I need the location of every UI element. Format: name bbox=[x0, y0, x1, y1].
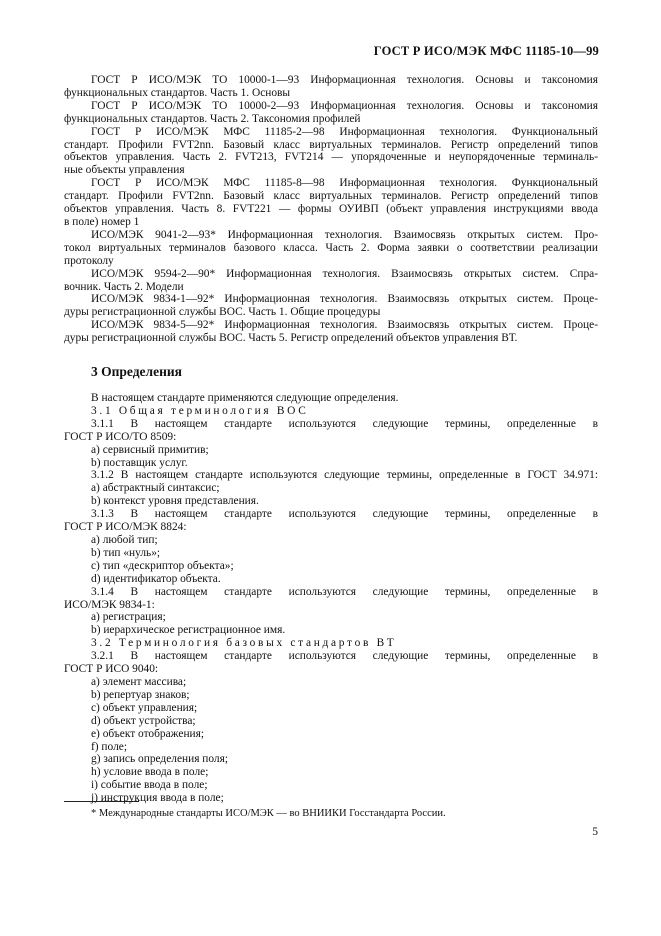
text-line: 3.1.3 В настоящем стандарте используются следующие термины, определенные в bbox=[91, 508, 598, 521]
text-line: 3.2.1 В настоящем стандарте используются следующие термины, определенные в bbox=[91, 650, 598, 663]
text-line: ИСО/МЭК 9834-5—92* Информационная технология. Взаимосвязь открытых систем. Проце- bbox=[91, 319, 598, 332]
footnote-divider bbox=[64, 801, 139, 802]
text-line: ГОСТ Р ИСО/МЭК ТО 10000-1—93 Информационная технология. Основы и таксономия bbox=[91, 74, 598, 86]
text-line: a) регистрация; bbox=[91, 611, 166, 624]
page-number: 5 bbox=[592, 826, 598, 838]
text-line: ИСО/МЭК 9834-1: bbox=[64, 598, 155, 611]
text-line: 3.1.2 В настоящем стандарте используются следующие термины, определенные в ГОСТ 34.971: bbox=[91, 469, 598, 482]
text-line: протоколу bbox=[64, 254, 114, 267]
text-line: a) абстрактный синтаксис; bbox=[91, 482, 220, 495]
text-line: 3.1.4 В настоящем стандарте используются следующие термины, определенные в bbox=[91, 585, 598, 598]
text-line: a) элемент массива; bbox=[91, 675, 187, 688]
text-line: объектов управления. Часть 8. FVT221 — формы ОУИВП (объект управления инструкциями ввода bbox=[64, 203, 598, 216]
text-line: a) сервисный примитив; bbox=[91, 443, 209, 456]
text-line: a) любой тип; bbox=[91, 534, 158, 546]
text-line: функциональных стандартов. Часть 2. Таксономия профилей bbox=[64, 112, 361, 125]
text-line: g) запись определения поля; bbox=[91, 753, 229, 766]
text-line: дуры регистрационной службы ВОС. Часть 5. Регистр определений объектов управления ВТ. bbox=[64, 332, 518, 345]
text-line: ГОСТ Р ИСО/МЭК МФС 11185-8—98 Информационная технология. Функциональный bbox=[91, 177, 598, 190]
text-line: b) тип «нуль»; bbox=[91, 546, 161, 559]
text-line: дуры регистрационной службы ВОС. Часть 1. Общие процедуры bbox=[64, 306, 381, 319]
text-line: ИСО/МЭК 9594-2—90* Информационная технология. Взаимосвязь открытых систем. Спра- bbox=[91, 267, 598, 280]
text-line: ГОСТ Р ИСО 9040: bbox=[64, 663, 159, 676]
text-line: j) инструкция ввода в поле; bbox=[91, 792, 224, 805]
section-heading: 3 Определения bbox=[91, 364, 182, 380]
text-line: вочник. Часть 2. Модели bbox=[64, 280, 184, 293]
text-line: c) тип «дескриптор объекта»; bbox=[91, 559, 234, 572]
text-line: В настоящем стандарте применяются следующие определения. bbox=[91, 392, 399, 405]
text-line: токол виртуальных терминалов базового класса. Часть 2. Форма заявки о соответствии реализации bbox=[64, 241, 598, 254]
text-line: e) объект отображения; bbox=[91, 727, 205, 740]
text-line: 3.2 Терминология базовых стандартов ВТ bbox=[91, 637, 397, 650]
text-line: b) поставщик услуг. bbox=[91, 456, 188, 469]
text-line: ГОСТ Р ИСО/ТО 8509: bbox=[64, 430, 177, 443]
running-header: ГОСТ Р ИСО/МЭК МФС 11185-10—99 bbox=[373, 44, 599, 58]
text-line: функциональных стандартов. Часть 1. Основы bbox=[64, 86, 291, 99]
text-line: ГОСТ Р ИСО/МЭК 8824: bbox=[64, 521, 187, 534]
text-line: h) условие ввода в поле; bbox=[91, 766, 209, 779]
text-line: c) объект управления; bbox=[91, 701, 198, 714]
normative-references bbox=[64, 74, 598, 345]
definitions-section bbox=[64, 392, 598, 805]
page-body bbox=[64, 74, 598, 805]
text-line: i) событие ввода в поле; bbox=[91, 779, 208, 792]
text-line: стандарт. Профили FVT2nn. Базовый класс виртуальных терминалов. Регистр определений типов bbox=[64, 138, 598, 151]
text-line: ГОСТ Р ИСО/МЭК МФС 11185-2—98 Информационная технология. Функциональный bbox=[91, 125, 598, 138]
text-line: ИСО/МЭК 9041-2—93* Информационная технология. Взаимосвязь открытых систем. Про- bbox=[91, 228, 598, 241]
text-line: ИСО/МЭК 9834-1—92* Информационная технология. Взаимосвязь открытых систем. Проце- bbox=[91, 293, 598, 306]
text-line: d) идентификатор объекта. bbox=[91, 572, 221, 585]
text-line: в поле) номер 1 bbox=[64, 215, 140, 228]
text-line: 3.1.1 В настоящем стандарте используются следующие термины, определенные в bbox=[91, 417, 598, 430]
text-line: b) иерархическое регистрационное имя. bbox=[91, 624, 286, 637]
text-line: стандарт. Профили FVT2nn. Базовый класс виртуальных терминалов. Регистр определений типов bbox=[64, 190, 598, 203]
text-line: b) контекст уровня представления. bbox=[91, 495, 259, 508]
text-line: f) поле; bbox=[91, 740, 127, 753]
text-line: ные объекты управления bbox=[64, 164, 185, 177]
text-line: b) репертуар знаков; bbox=[91, 688, 190, 701]
text-line: объектов управления. Часть 2. FVT213, FVT214 — упорядоченные и неупорядоченные терминаль- bbox=[64, 151, 598, 164]
text-line: ГОСТ Р ИСО/МЭК ТО 10000-2—93 Информационная технология. Основы и таксономия bbox=[91, 99, 598, 112]
text-line: d) объект устройства; bbox=[91, 714, 196, 727]
text-line: 3.1 Общая терминология ВОС bbox=[91, 404, 309, 417]
footnote: * Международные стандарты ИСО/МЭК — во ВНИИКИ Госстандарта России. bbox=[91, 808, 446, 819]
